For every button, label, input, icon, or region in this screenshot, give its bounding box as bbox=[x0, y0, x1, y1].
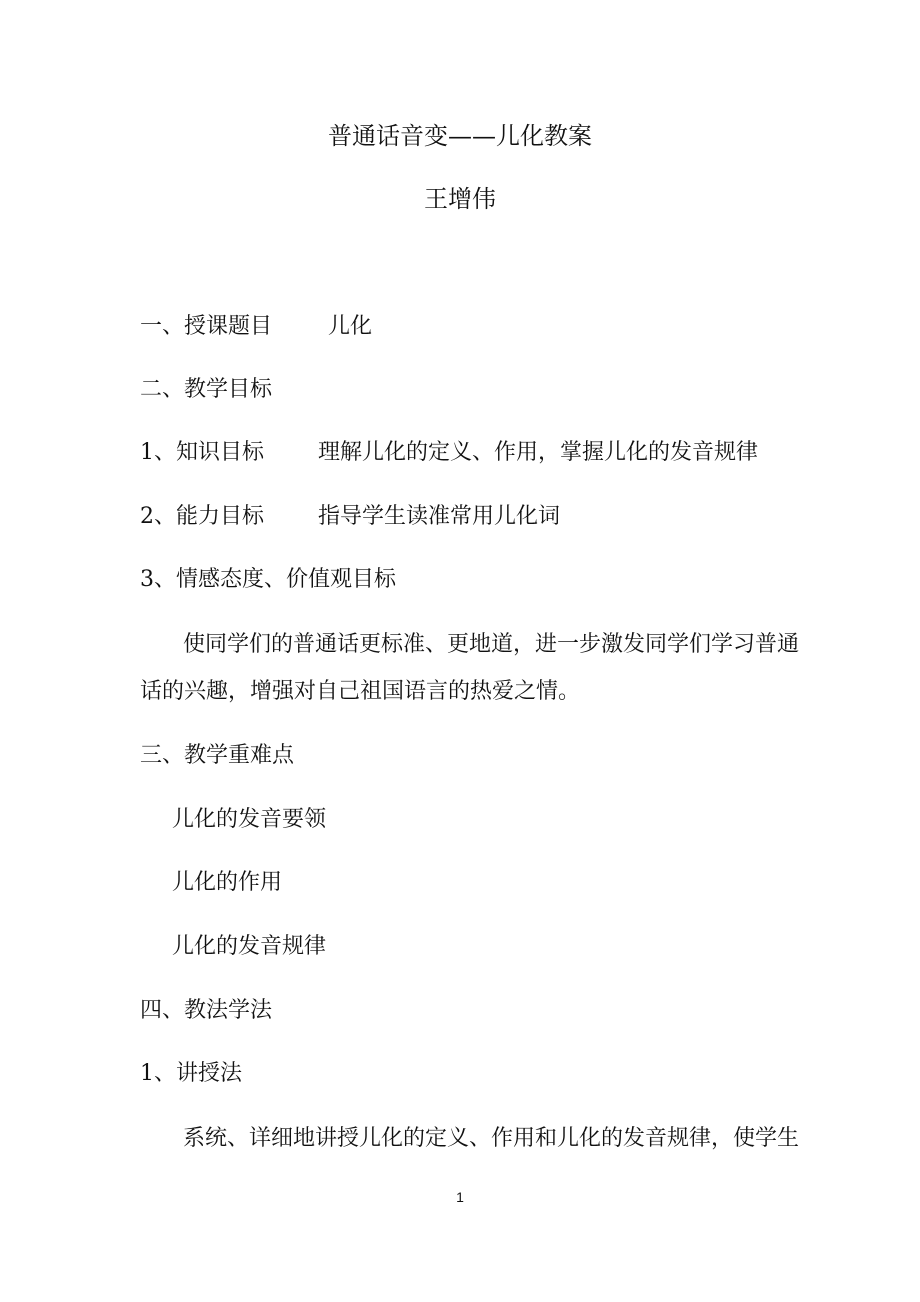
section-2-heading: 二、教学目标 bbox=[140, 377, 273, 402]
document-author: 王增伟 bbox=[424, 185, 496, 213]
goal-2-value: 指导学生读准常用儿化词 bbox=[318, 504, 561, 529]
goal-2-label: 2、能力目标 bbox=[140, 504, 264, 529]
section-1-label: 一、授课题目 bbox=[140, 314, 273, 339]
key-point-item: 儿化的发音规律 bbox=[172, 934, 327, 959]
goal-1-value: 理解儿化的定义、作用，掌握儿化的发音规律 bbox=[318, 440, 759, 465]
document-title: 普通话音变——儿化教案 bbox=[328, 122, 592, 150]
goal-1-label: 1、知识目标 bbox=[140, 440, 264, 465]
section-3-heading: 三、教学重难点 bbox=[140, 743, 295, 768]
key-point-item: 儿化的发音要领 bbox=[172, 807, 327, 832]
goal-3-paragraph-line-2: 话的兴趣，增强对自己祖国语言的热爱之情。 bbox=[140, 679, 581, 704]
method-1-label: 1、讲授法 bbox=[140, 1061, 242, 1086]
section-1-value: 儿化 bbox=[328, 314, 373, 339]
goal-3-label: 3、情感态度、价值观目标 bbox=[140, 567, 396, 592]
goal-2-line bbox=[140, 502, 560, 532]
section-1-line bbox=[140, 312, 372, 342]
goal-3-paragraph-line-1: 使同学们的普通话更标准、更地道，进一步激发同学们学习普通 bbox=[183, 632, 800, 657]
key-point-item: 儿化的作用 bbox=[172, 870, 283, 895]
section-4-heading: 四、教法学法 bbox=[140, 998, 273, 1023]
method-1-paragraph-line-1: 系统、详细地讲授儿化的定义、作用和儿化的发音规律，使学生 bbox=[183, 1126, 800, 1151]
page-number: 1 bbox=[456, 1189, 464, 1205]
goal-1-line bbox=[140, 438, 758, 468]
